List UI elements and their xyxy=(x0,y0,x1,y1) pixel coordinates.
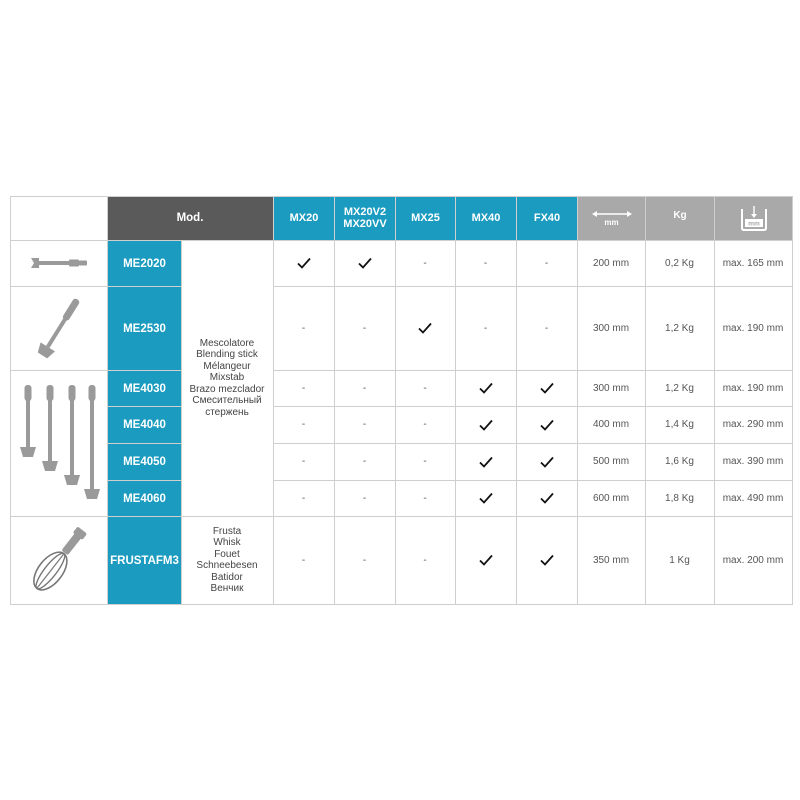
compat-dash: - xyxy=(362,382,367,394)
description-line: Schneebesen xyxy=(196,560,258,571)
compat-mx40 xyxy=(455,406,516,443)
column-header-fx40 xyxy=(517,196,577,240)
image-cell-short-stick xyxy=(10,240,107,286)
compat-mx20v2-mx20vv xyxy=(334,516,395,604)
col-divider xyxy=(516,196,517,604)
row-divider xyxy=(273,406,792,407)
depth-text: max. 390 mm xyxy=(722,456,784,467)
depth-value xyxy=(714,240,792,286)
column-header-label: FX40 xyxy=(533,212,561,224)
model-cell-me4060 xyxy=(108,481,181,516)
column-header-label: MX20V2 MX20VV xyxy=(343,206,387,230)
compat-mx40 xyxy=(455,480,516,516)
angled-blending-stick-icon xyxy=(29,292,89,364)
length-column-header xyxy=(578,196,645,240)
check-icon xyxy=(418,322,432,334)
length-value xyxy=(577,370,645,406)
compat-dash: - xyxy=(544,257,549,269)
description-line: Whisk xyxy=(213,537,241,548)
col-divider xyxy=(181,240,182,604)
weight-text: 1 Kg xyxy=(669,554,690,566)
col-divider xyxy=(395,196,396,604)
compat-mx40 xyxy=(455,240,516,286)
compat-dash: - xyxy=(483,322,488,334)
table-border-bottom xyxy=(10,604,792,605)
length-mm-icon xyxy=(592,210,632,218)
model-column-header xyxy=(107,196,273,240)
table-border-left xyxy=(10,196,11,604)
compat-mx20 xyxy=(273,443,334,480)
compat-mx20 xyxy=(273,370,334,406)
weight-text: 1,4 Kg xyxy=(665,419,694,430)
weight-value xyxy=(645,240,714,286)
table-border-right xyxy=(792,196,793,605)
compat-mx25 xyxy=(395,240,455,286)
depth-value xyxy=(714,406,792,443)
col-divider xyxy=(577,196,578,604)
row-divider xyxy=(273,370,792,371)
check-icon xyxy=(479,456,493,468)
compat-dash: - xyxy=(362,419,367,430)
weight-value xyxy=(645,480,714,516)
compat-fx40 xyxy=(516,516,577,604)
compat-dash: - xyxy=(423,382,427,394)
whisk-icon xyxy=(24,520,94,600)
model-cell-frustafm3 xyxy=(108,517,181,604)
description-line: Mixstab xyxy=(209,372,245,384)
compat-mx20v2-mx20vv xyxy=(334,406,395,443)
check-icon xyxy=(540,554,554,566)
description-line: Brazo mezclador xyxy=(189,383,265,395)
check-icon xyxy=(358,257,372,269)
model-name: ME2530 xyxy=(123,322,166,335)
compat-mx40 xyxy=(455,370,516,406)
compat-mx25 xyxy=(395,516,455,604)
row-divider xyxy=(273,286,792,287)
image-cell-angled-stick xyxy=(10,286,107,370)
compat-mx20 xyxy=(273,240,334,286)
column-header-label: MX40 xyxy=(471,212,501,224)
length-text: 300 mm xyxy=(592,382,630,394)
header-divider xyxy=(10,240,792,241)
depth-value xyxy=(714,286,792,370)
depth-value xyxy=(714,443,792,480)
compat-dash: - xyxy=(301,419,306,430)
length-text: 350 mm xyxy=(592,554,630,566)
model-name: ME4040 xyxy=(123,419,166,431)
compat-dash: - xyxy=(301,322,306,334)
check-icon xyxy=(479,419,493,431)
weight-text: 0,2 Kg xyxy=(665,257,694,269)
compat-dash: - xyxy=(423,257,427,269)
col-divider xyxy=(273,196,274,604)
image-cell-whisk xyxy=(10,516,107,604)
length-value xyxy=(577,406,645,443)
col-divider xyxy=(107,196,108,604)
description-whisk xyxy=(181,516,273,604)
compat-mx25 xyxy=(395,286,455,370)
compat-dash: - xyxy=(362,554,367,566)
depth-value xyxy=(714,480,792,516)
depth-text: max. 200 mm xyxy=(722,554,784,566)
check-icon xyxy=(540,456,554,468)
compat-mx40 xyxy=(455,443,516,480)
row-divider xyxy=(273,516,792,517)
header-blank-cell xyxy=(10,196,107,240)
four-blending-sticks-icon xyxy=(14,381,104,505)
short-blending-stick-icon xyxy=(29,255,89,271)
check-icon xyxy=(540,382,554,394)
model-cell-me4050 xyxy=(108,444,181,480)
model-cell-me4040 xyxy=(108,407,181,443)
col-divider xyxy=(645,196,646,604)
compat-mx20 xyxy=(273,406,334,443)
compat-dash: - xyxy=(362,322,367,334)
compat-mx20v2-mx20vv xyxy=(334,480,395,516)
compat-fx40 xyxy=(516,240,577,286)
compat-dash: - xyxy=(423,492,427,504)
row-divider xyxy=(181,516,273,517)
compat-dash: - xyxy=(423,456,427,467)
check-icon xyxy=(479,554,493,566)
compat-mx20v2-mx20vv xyxy=(334,443,395,480)
weight-text: 1,2 Kg xyxy=(665,382,694,394)
depth-text: max. 490 mm xyxy=(722,492,784,504)
description-line: Fouet xyxy=(214,548,240,560)
compat-mx25 xyxy=(395,370,455,406)
compat-mx20v2-mx20vv xyxy=(334,370,395,406)
weight-column-label: Kg xyxy=(673,210,687,221)
weight-value xyxy=(645,370,714,406)
description-line: Mescolatore xyxy=(199,337,255,349)
description-mixer xyxy=(181,240,273,516)
column-header-label: MX20 xyxy=(289,212,319,224)
compat-mx20v2-mx20vv xyxy=(334,286,395,370)
length-text: 400 mm xyxy=(592,419,630,430)
length-text: 600 mm xyxy=(592,492,630,504)
description-line: Blending stick xyxy=(196,349,258,361)
length-value xyxy=(577,480,645,516)
compat-fx40 xyxy=(516,370,577,406)
col-divider xyxy=(714,196,715,604)
compat-dash: - xyxy=(301,492,306,504)
model-column-label: Mod. xyxy=(176,212,204,224)
model-cell-me2530 xyxy=(108,287,181,370)
row-divider xyxy=(273,443,792,444)
weight-value xyxy=(645,516,714,604)
compat-mx20 xyxy=(273,516,334,604)
weight-text: 1,2 Kg xyxy=(665,322,694,334)
compat-dash: - xyxy=(423,554,427,566)
compat-mx40 xyxy=(455,286,516,370)
weight-value xyxy=(645,443,714,480)
weight-text: 1,6 Kg xyxy=(665,456,694,467)
row-divider xyxy=(107,480,181,481)
model-name: ME4030 xyxy=(123,382,166,395)
model-name: ME4050 xyxy=(123,456,166,468)
description-line: стержень xyxy=(205,406,249,418)
column-header-mx20v2-mx20vv xyxy=(335,196,395,240)
description-line: Венчик xyxy=(210,583,244,594)
description-line: Смесительный xyxy=(192,395,262,407)
col-divider xyxy=(334,196,335,604)
svg-text:mm: mm xyxy=(747,220,760,228)
compat-dash: - xyxy=(301,456,306,467)
length-text: 500 mm xyxy=(592,456,630,467)
column-header-mx25 xyxy=(396,196,455,240)
compat-dash: - xyxy=(301,382,306,394)
pot-depth-mm-icon xyxy=(739,204,769,232)
depth-value xyxy=(714,516,792,604)
depth-text: max. 290 mm xyxy=(722,419,784,430)
weight-value xyxy=(645,406,714,443)
weight-value xyxy=(645,286,714,370)
compat-fx40 xyxy=(516,480,577,516)
column-header-mx20 xyxy=(274,196,334,240)
compat-dash: - xyxy=(423,419,427,430)
length-value xyxy=(577,516,645,604)
compat-dash: - xyxy=(544,322,549,334)
depth-text: max. 190 mm xyxy=(722,382,784,394)
model-name: FRUSTAFM3 xyxy=(110,554,179,567)
model-name: ME2020 xyxy=(123,257,166,270)
depth-value xyxy=(714,370,792,406)
compat-dash: - xyxy=(362,492,367,504)
check-icon xyxy=(479,492,493,504)
model-cell-me4030 xyxy=(108,371,181,406)
compat-fx40 xyxy=(516,286,577,370)
compat-mx20 xyxy=(273,286,334,370)
row-divider xyxy=(10,370,181,371)
column-header-mx40 xyxy=(456,196,516,240)
compat-mx25 xyxy=(395,443,455,480)
check-icon xyxy=(540,419,554,431)
length-value xyxy=(577,240,645,286)
compat-mx25 xyxy=(395,406,455,443)
weight-column-header xyxy=(646,196,714,240)
depth-text: max. 190 mm xyxy=(722,322,784,334)
column-header-label: MX25 xyxy=(411,212,440,224)
depth-column-header xyxy=(715,196,792,240)
compat-mx20v2-mx20vv xyxy=(334,240,395,286)
description-line: Frusta xyxy=(212,525,242,537)
image-cell-four-sticks xyxy=(10,370,107,516)
compat-mx20 xyxy=(273,480,334,516)
row-divider xyxy=(10,516,181,517)
weight-text: 1,8 Kg xyxy=(665,492,694,504)
description-line: Batidor xyxy=(211,571,243,583)
length-text: 200 mm xyxy=(592,257,630,269)
check-icon xyxy=(540,492,554,504)
length-value xyxy=(577,443,645,480)
compat-mx40 xyxy=(455,516,516,604)
row-divider xyxy=(107,406,181,407)
length-unit-label: mm xyxy=(604,217,619,227)
row-divider xyxy=(273,480,792,481)
compat-mx25 xyxy=(395,480,455,516)
compat-dash: - xyxy=(483,257,488,269)
length-value xyxy=(577,286,645,370)
check-icon xyxy=(297,257,311,269)
model-name: ME4060 xyxy=(123,492,166,505)
compat-fx40 xyxy=(516,443,577,480)
compat-fx40 xyxy=(516,406,577,443)
col-divider xyxy=(455,196,456,604)
compat-dash: - xyxy=(362,456,367,467)
length-text: 300 mm xyxy=(592,322,630,334)
depth-text: max. 165 mm xyxy=(722,257,784,269)
row-divider xyxy=(107,443,181,444)
description-line: Mélangeur xyxy=(203,360,251,372)
compat-dash: - xyxy=(301,554,306,566)
table-border-top xyxy=(10,196,792,197)
row-divider xyxy=(10,286,181,287)
model-cell-me2020 xyxy=(108,241,181,286)
check-icon xyxy=(479,382,493,394)
